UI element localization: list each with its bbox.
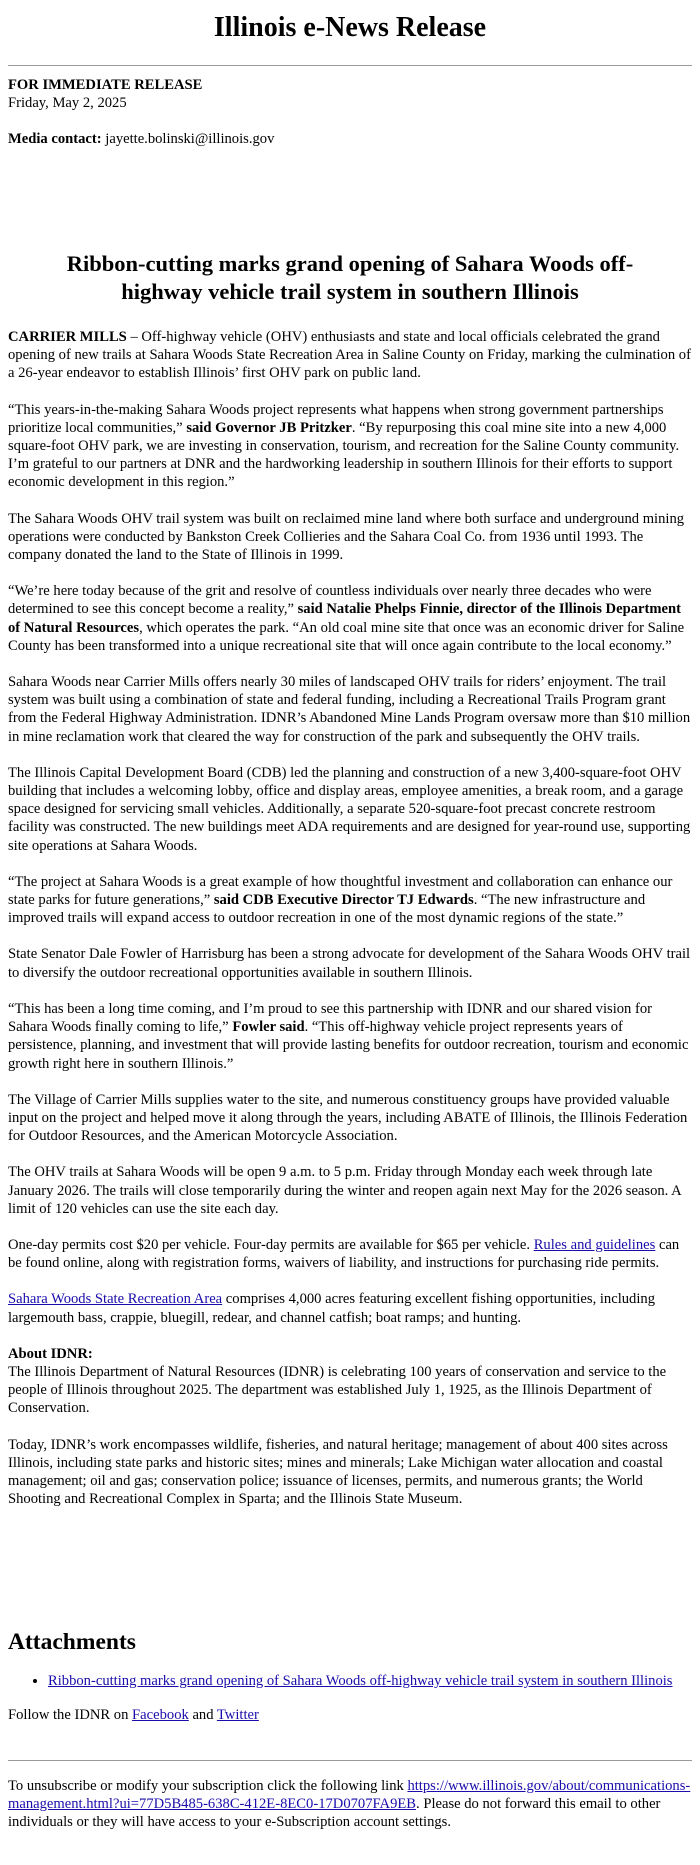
release-date: Friday, May 2, 2025 [8, 95, 127, 112]
attachment-item [48, 1672, 692, 1690]
paragraph-11: The OHV trails at Sahara Woods will be open 9 a.m. to 5 p.m. Friday through Monday each week through late January 2026. The trails will close temporarily during the winter and reopen again next May for the 2026 season. A limit of 120 vehicles can use the site each day. [8, 1164, 681, 1217]
facebook-link[interactable]: Facebook [132, 1707, 189, 1724]
attachment-link[interactable]: Ribbon-cutting marks grand opening of Sahara Woods off-highway vehicle trail system in southern Illinois [48, 1673, 673, 1689]
rules-and-guidelines-link[interactable]: Rules and guidelines [533, 1236, 656, 1253]
headline: Ribbon-cutting marks grand opening of Sahara Woods off-highway vehicle trail system in southern Illinois [66, 251, 634, 304]
twitter-link[interactable]: Twitter [216, 1707, 259, 1724]
unsubscribe-text: To unsubscribe or modify your subscription click the following link https://www.illinois.gov/about/communications-management.html?ui=77D5B485-638C-412E-8EC0-17D0707FA9EB. Please do not forward this email to other individuals or they will have access to your e-Subscription account settings. [8, 1778, 691, 1831]
paragraph-13: Sahara Woods State Recreation Area comprises 4,000 acres featuring excellent fishing opportunities, including largemouth bass, crappie, bluegill, redear, and channel catfish; boat ramps; and hunting. [8, 1291, 655, 1326]
quote-attribution: Fowler said [232, 1019, 305, 1036]
footer [8, 1777, 692, 1832]
media-contact-email: jayette.bolinski@illinois.gov [105, 131, 275, 148]
about-paragraph-1: The Illinois Department of Natural Resources (IDNR) is celebrating 100 years of conservation and service to the people of Illinois throughout 2025. The department was established July 1, 1925, as the Illinois Department of Conservation. [8, 1363, 667, 1417]
paragraph-8: State Senator Dale Fowler of Harrisburg has been a strong advocate for development of the Sahara Woods OHV trail to diversify the outdoor recreational opportunities available in southern Illinois. [8, 946, 691, 981]
paragraph-7: “The project at Sahara Woods is a great example of how thoughtful investment and collaboration can enhance our state parks for future generations,” said CDB Executive Director TJ Edwards. “The new infrastructure and improved trails will expand access to outdoor recreation in one of the most dynamic regions of the state.” [8, 873, 673, 927]
paragraph-2: “This years-in-the-making Sahara Woods project represents what happens when strong government partnerships prioritize local communities,” said Governor JB Pritzker. “By repurposing this coal mine site into a new 4,000 square-foot OHV park, we are investing in conservation, tourism, and recreation for the Saline County community. I’m grateful to our partners at DNR and the hardworking leadership in southern Illinois for their efforts to support economic development in this region.” [8, 401, 680, 491]
paragraph-10: The Village of Carrier Mills supplies water to the site, and numerous constituency groups have provided valuable input on the project and helped move it along through the years, including ABATE of Illinois, the Illinois Federation for Outdoor Resources, and the American Motorcycle Association. [8, 1091, 688, 1145]
paragraph-12: One-day permits cost $20 per vehicle. Four-day permits are available for $65 per vehicle. Rules and guidelines can be found online, along with registration forms, waivers of liability, and instructions for purchasing ride permits. [8, 1236, 680, 1272]
about-paragraph-2: Today, IDNR’s work encompasses wildlife, fisheries, and natural heritage; management of about 400 sites across Illinois, including state parks and historic sites; mines and minerals; Lake Michigan water allocation and coastal management; oil and gas; conservation police; issuance of licenses, permits, and numerous grants; the World Shooting and Recreational Complex in Sparta; and the Illinois State Museum. [8, 1436, 668, 1508]
about-idnr [8, 1345, 692, 1418]
media-contact-label: Media contact: [8, 131, 102, 148]
paragraph-4: “We’re here today because of the grit and resolve of countless individuals over nearly three decades who were determined to see this concept become a reality,” said Natalie Phelps Finnie, director of the Illinois Department of Natural Resources, which operates the park. “An old coal mine site that once was an economic driver for Saline County has been transformed into a unique recreational site that will once again contribute to the local economy.” [8, 583, 685, 654]
footer-divider [8, 1760, 692, 1761]
release-info [8, 76, 692, 149]
masthead-title: Illinois e-News Release [213, 12, 487, 43]
quote-attribution: said Natalie Phelps Finnie, director of the Illinois Department of Natural Resources [8, 601, 681, 636]
paragraph-1: CARRIER MILLS – Off-highway vehicle (OHV) enthusiasts and state and local officials celebrated the grand opening of new trails at Sahara Woods State Recreation Area in Saline County on Friday, marking the culmination of a 26-year endeavor to establish Illinois’ first OHV park on public land. [8, 329, 691, 382]
paragraph-9: “This has been a long time coming, and I’m proud to see this partnership with IDNR and our shared vision for Sahara Woods finally coming to life,” Fowler said. “This off-highway vehicle project represents years of persistence, planning, and investment that will provide lasting benefits for outdoor recreation, tourism and economic growth right here in southern Illinois.” [8, 1000, 689, 1072]
masthead-divider [8, 65, 692, 66]
paragraph-3: The Sahara Woods OHV trail system was built on reclaimed mine land where both surface and underground mining operations were conducted by Bankston Creek Collieries and the Sahara Coal Co. from 1936 until 1993. The company donated the land to the State of Illinois in 1999. [8, 510, 685, 564]
quote-attribution: said CDB Executive Director TJ Edwards [213, 892, 474, 909]
headline-block [8, 250, 692, 305]
unsubscribe-link[interactable]: https://www.illinois.gov/about/communications-management.html?ui=77D5B485-638C-412E-8EC0-17D0707FA9EB [8, 1778, 691, 1813]
quote-attribution: said Governor JB Pritzker [186, 419, 352, 436]
article-body [8, 328, 692, 1508]
attachments-list [8, 1672, 692, 1690]
paragraph-5: Sahara Woods near Carrier Mills offers nearly 30 miles of landscaped OHV trails for riders’ enjoyment. The trail system was built using a combination of state and federal funding, including a Recreational Trails Program grant from the Federal Highway Administration. IDNR’s Abandoned Mine Lands Program oversaw more than $10 million in mine reclamation work that cleared the way for construction of the park and subsequently the OHV trails. [8, 674, 691, 745]
about-heading: About IDNR: [8, 1345, 93, 1362]
attachments-heading: Attachments [8, 1629, 136, 1655]
dateline: CARRIER MILLS [8, 329, 127, 345]
paragraph-6: The Illinois Capital Development Board (CDB) led the planning and construction of a new 3,400-square-foot OHV building that includes a welcoming lobby, office and display areas, employee amenities, a break room, and a garage space designed for servicing small vehicles. Additionally, a separate 520-square-foot precast concrete restroom facility was constructed. The new buildings meet ADA requirements and are designed for year-round use, supporting site operations at Sahara Woods. [8, 764, 691, 854]
follow-line: Follow the IDNR on Facebook and Twitter [8, 1707, 259, 1724]
sahara-woods-link[interactable]: Sahara Woods State Recreation Area [8, 1291, 223, 1308]
release-label: FOR IMMEDIATE RELEASE [8, 77, 203, 93]
attachments-section [8, 1628, 692, 1724]
